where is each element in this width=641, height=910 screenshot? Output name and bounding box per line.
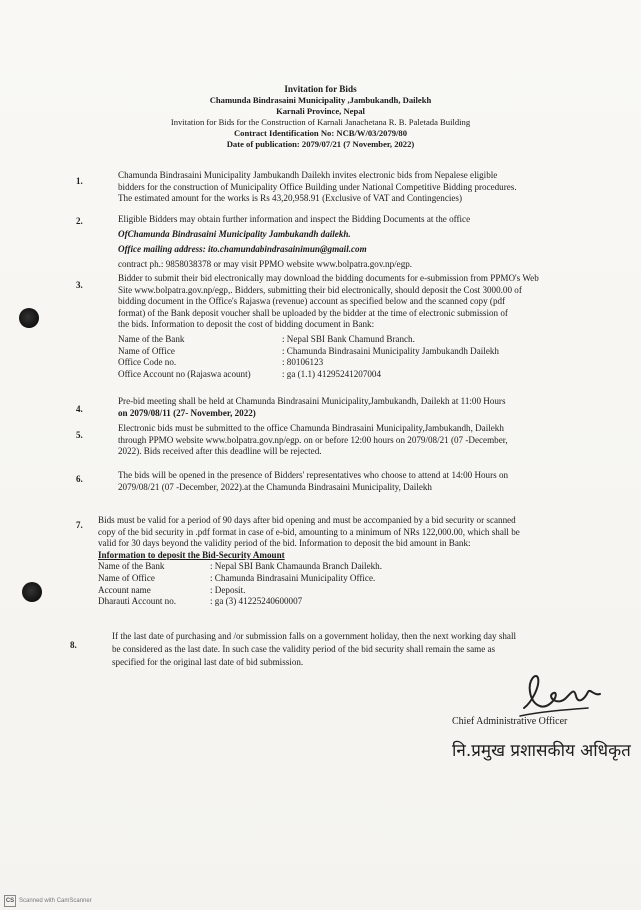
- table-value: : Nepal SBI Bank Chamund Branch.: [282, 333, 415, 344]
- item-line: bidders for the construction of Municipality Office Building under National Competitive Bidding procedures.: [118, 181, 517, 192]
- item-1: [118, 170, 517, 205]
- item-line: Chamunda Bindrasaini Municipality Jambukandh Dailekh invites electronic bids from Nepalese eligible: [118, 170, 498, 180]
- item-6: [118, 470, 508, 493]
- item-line: specified for the original last date of bid submission.: [112, 657, 304, 667]
- item-number: 2.: [76, 216, 83, 226]
- item-number: 7.: [76, 520, 83, 530]
- table-key: Name of Office: [118, 345, 175, 356]
- item-line: through PPMO website www.bolpatra.gov.np/egp. on or before 12:00 hours on 2079/08/21 (07 -December,: [118, 434, 508, 445]
- item-line: The bids will be opened in the presence of Bidders' representatives who choose to attend at 14:00 Hours on: [118, 470, 509, 480]
- item-number: 6.: [76, 474, 83, 484]
- item-line: 2079/08/21 (07 -December, 2022).at the Chamunda Bindrasaini Municipality, Dailekh: [118, 481, 432, 492]
- doc-title: Invitation for Bids: [284, 84, 357, 94]
- item-7: [98, 515, 520, 608]
- item-number: 3.: [76, 280, 83, 290]
- table-key: Name of the Bank: [98, 561, 165, 572]
- table-value: : ga (1.1) 41295241207004: [282, 368, 382, 379]
- item-number: 1.: [76, 176, 83, 186]
- item-3: [118, 273, 539, 380]
- item-line: OfChamunda Bindrasaini Municipality Jambukandh dailekh.: [118, 229, 351, 239]
- item-number: 4.: [76, 404, 83, 414]
- item-line: Office mailing address: ito.chamundabindrasainimun@gmail.com: [118, 244, 367, 254]
- signatory-title-nepali: नि.प्रमुख प्रशासकीय अधिकृत: [452, 741, 631, 761]
- item-number: 5.: [76, 430, 83, 440]
- item-4: [118, 396, 506, 419]
- camscanner-logo-icon: CS: [4, 895, 16, 907]
- item-line: format) of the Bank deposit voucher shall be uploaded by the bidder at the time of electronic submission of: [118, 307, 508, 318]
- item-line: 2022). Bids received after this deadline will be rejected.: [118, 446, 322, 457]
- table-key: Office Account no (Rajaswa acount): [118, 368, 251, 379]
- signature-mark: [518, 672, 608, 720]
- item-2: [118, 212, 470, 272]
- bid-security-table: [98, 561, 520, 607]
- item-line: Eligible Bidders may obtain further information and inspect the Bidding Documents at the office: [118, 214, 471, 224]
- item-8: [112, 630, 516, 669]
- table-value: : Chamunda Bindrasaini Municipality Office.: [210, 572, 376, 583]
- item-line: Bidder to submit their bid electronically may download the bidding documents for e-submission from PPMO's Web: [118, 273, 539, 283]
- item-line: bidding document in the Office's Rajaswa (revenue) account as specified below and the scanned copy (pdf: [118, 296, 506, 307]
- item-line: contract ph.: 9858038378 or may visit PPMO website www.bolpatra.gov.np/egp.: [118, 259, 413, 269]
- item-line: Site www.bolpatra.gov.np/egp,. Bidders, submitting their bid electronically, should deposit the Cost 3000.00 of: [118, 284, 522, 295]
- table-value: : Chamunda Bindrasaini Municipality Jambukandh Dailekh: [282, 345, 499, 356]
- item-line: be considered as the last date. In such case the validity period of the bid security shall remain the same as: [112, 644, 496, 654]
- bid-security-heading: Information to deposit the Bid-Security Amount: [98, 549, 285, 560]
- table-value: : Deposit.: [210, 584, 246, 595]
- bank-table: [118, 334, 539, 380]
- table-value: : ga (3) 41225240600007: [210, 596, 303, 607]
- scanner-text: Scanned with CamScanner: [19, 898, 92, 904]
- item-line: Bids must be valid for a period of 90 days after bid opening and must be accompanied by a bid security or scanned: [98, 515, 516, 525]
- table-key: Dharauti Account no.: [98, 596, 177, 607]
- table-value: : 80106123: [282, 357, 324, 368]
- municipality-name: Chamunda Bindrasaini Municipality ,Jambukandh, Dailekh: [209, 95, 432, 105]
- table-key: Account name: [98, 584, 151, 595]
- table-key: Name of Office: [98, 572, 155, 583]
- item-line: If the last date of purchasing and /or submission falls on a government holiday, then the next working day shall: [112, 631, 516, 641]
- signatory-title: Chief Administrative Officer: [452, 716, 568, 727]
- item-line: Pre-bid meeting shall be held at Chamunda Bindrasaini Municipality,Jambukandh, Dailekh at 11:00 Hours: [118, 396, 506, 406]
- province: Karnali Province, Nepal: [276, 106, 365, 116]
- item-line: valid for 30 days beyond the validity period of the bid. Information to deposit the bid amount in Bank:: [98, 538, 471, 549]
- table-key: Name of the Bank: [118, 333, 185, 344]
- item-line: copy of the bid security in .pdf format in case of e-bid, amounting to a minimum of NRs 122,000.00, which shall be: [98, 526, 520, 537]
- contract-id: Contract Identification No: NCB/W/03/2079/80: [233, 128, 408, 138]
- purpose-line: Invitation for Bids for the Construction of Karnali Janachetana R. B. Paletada Building: [170, 117, 471, 127]
- item-number: 8.: [70, 640, 77, 650]
- item-line: Electronic bids must be submitted to the office Chamunda Bindrasaini Municipality,Jambukandh, Dailekh: [118, 423, 504, 433]
- scanner-watermark: [4, 895, 92, 907]
- punch-hole-top: [19, 308, 39, 328]
- item-line: The estimated amount for the works is Rs 43,20,958.91 (Exclusive of VAT and Contingencies): [118, 193, 462, 204]
- punch-hole-bottom: [22, 582, 42, 602]
- item-line: on 2079/08/11 (27- November, 2022): [118, 407, 256, 418]
- item-5: [118, 423, 508, 458]
- table-value: : Nepal SBI Bank Chamaunda Branch Dailekh.: [210, 561, 382, 572]
- item-line: the bids. Information to deposit the cost of bidding document in Bank:: [118, 319, 375, 330]
- publication-date: Date of publication: 2079/07/21 (7 November, 2022): [226, 139, 415, 149]
- header: [0, 84, 641, 150]
- table-key: Office Code no.: [118, 357, 177, 368]
